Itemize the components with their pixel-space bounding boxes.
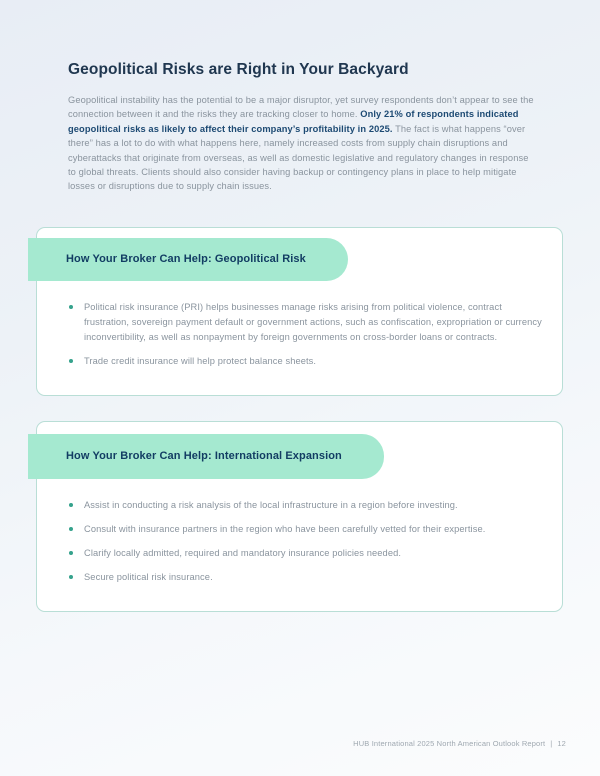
bullet-list: [37, 300, 562, 395]
broker-help-card-geopolitical-risk: [36, 227, 563, 396]
bullet-text: Assist in conducting a risk analysis of the local infrastructure in a region before investing.: [84, 499, 458, 510]
bullet-item: [69, 546, 548, 561]
card-header-label: How Your Broker Can Help: Geopolitical Risk: [66, 253, 306, 266]
bullet-dot-icon: [69, 551, 73, 555]
bullet-item: [69, 522, 548, 537]
footer-report-name: HUB International 2025 North American Outlook Report: [353, 739, 546, 748]
intro-bold-highlight: Only 21% of respondents indicated geopolitical risks as likely to affect their company’s profitability in 2025.: [68, 109, 519, 134]
bullet-text: Consult with insurance partners in the region who have been carefully vetted for their expertise.: [84, 523, 486, 534]
footer-page-number: 12: [557, 739, 566, 748]
card-header-ribbon: [28, 238, 348, 281]
broker-help-card-international-expansion: [36, 421, 563, 612]
bullet-dot-icon: [69, 575, 73, 579]
bullet-dot-icon: [69, 305, 73, 309]
bullet-text: Secure political risk insurance.: [84, 571, 213, 582]
bullet-text: Clarify locally admitted, required and mandatory insurance policies needed.: [84, 547, 402, 558]
bullet-text: Trade credit insurance will help protect balance sheets.: [84, 355, 317, 366]
bullet-dot-icon: [69, 527, 73, 531]
bullet-item: [69, 354, 548, 369]
card-header-ribbon: [28, 434, 384, 479]
intro-text-after: The fact is what happens “over there” has a lot to do with what happens here, namely increased costs from supply chain disruptions and cyberattacks that originate from overseas, as well as domestic legislative and regulatory changes in response to global threats. Clients should also consider having backup or contingency plans in place to help mitigate losses or disruptions due to supply chain issues.: [68, 123, 529, 192]
bullet-dot-icon: [69, 359, 73, 363]
bullet-item: [69, 498, 548, 513]
bullet-list: [37, 498, 562, 611]
intro-text-before: Geopolitical instability has the potential to be a major disruptor, yet survey respondents don’t appear to see the connection between it and the risks they are tracking closer to home.: [68, 95, 534, 120]
bullet-item: [69, 300, 548, 345]
bullet-dot-icon: [69, 503, 73, 507]
page-title: Geopolitical Risks are Right in Your Backyard: [68, 61, 409, 78]
card-header-label: How Your Broker Can Help: International Expansion: [66, 450, 342, 463]
bullet-item: [69, 570, 548, 585]
intro-paragraph: [68, 93, 536, 194]
page-footer: [353, 739, 566, 748]
bullet-text: Political risk insurance (PRI) helps businesses manage risks arising from political violence, contract frustration, sovereign payment default or government actions, such as confiscation, expropriation or currency inconvertibility, as well as nonpayment by foreign governments on cross-border loans or contracts.: [84, 301, 542, 342]
footer-separator: |: [550, 739, 553, 748]
